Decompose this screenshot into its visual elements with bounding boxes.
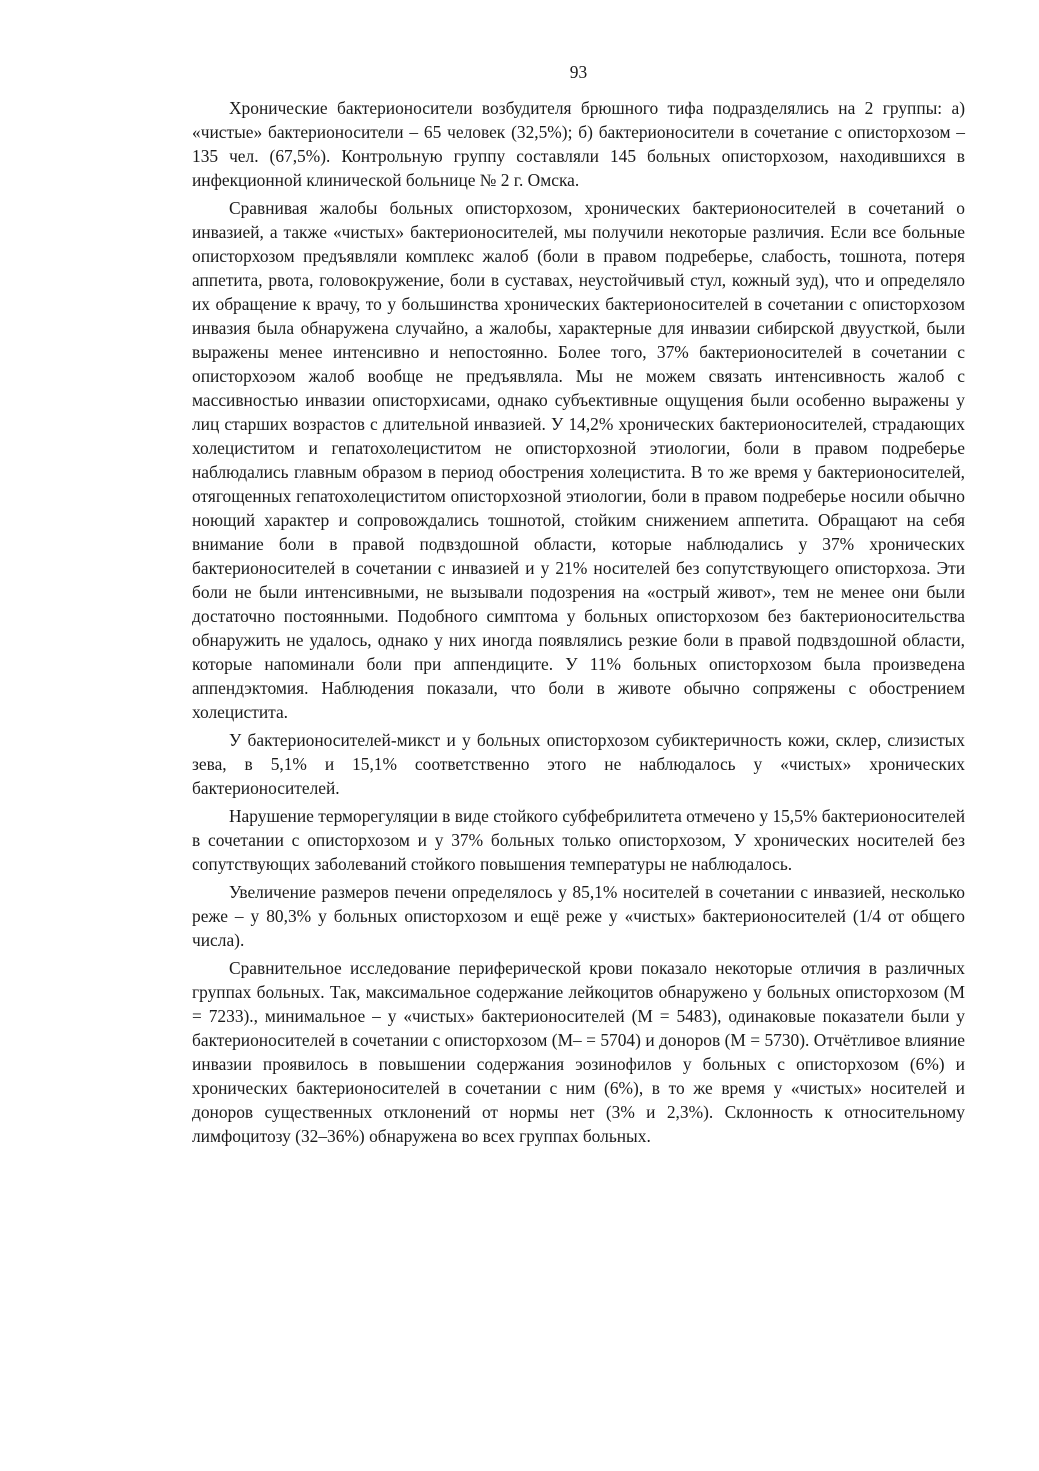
paragraph-groups: Хронические бактерионосители возбудителя брюшного тифа подразделялись на 2 группы: а) «чистые» бактерионосители – 65 человек (32,5%); б) бактерионосители в сочетание с описторхозом – 135 чел. (67,5%). Контрольную группу составляли 145 больных описторхозом, находившихся в инфекционной клинической больнице № 2 г. Омска. — [192, 98, 965, 190]
document-page — [192, 60, 965, 1152]
paragraph-subicterus: У бактерионосителей-микст и у больных описторхозом субиктеричность кожи, склер, слизистых зева, в 5,1% и 15,1% соответственно этого не наблюдалось у «чистых» хронических бактерионосителей. — [192, 730, 965, 798]
paragraph-thermoregulation: Нарушение терморегуляции в виде стойкого субфебрилитета отмечено у 15,5% бактерионосителей в сочетании с описторхозом и у 37% больных только описторхозом, У хронических носителей без сопутствующих заболеваний стойкого повышения температуры не наблюдалось. — [192, 806, 965, 874]
paragraph-liver: Увеличение размеров печени определялось у 85,1% носителей в сочетании с инвазией, несколько реже – у 80,3% у больных описторхозом и ещё реже у «чистых» бактерионосителей (1/4 от общего числа). — [192, 882, 965, 950]
paragraph-complaints: Сравнивая жалобы больных описторхозом, хронических бактерионосителей в сочетаний о инвазией, а также «чистых» бактерионосителей, мы получили некоторые различия. Если все больные описторхозом предъявляли комплекс жалоб (боли в правом подреберье, слабость, тошнота, потеря аппетита, рвота, головокружение, боли в суставах, неустойчивый стул, кожный зуд), что и определяло их обращение к врачу, то у большинства хронических бактерионосителей в сочетании с описторхозом инвазия была обнаружена случайно, а жалобы, характерные для инвазии сибирской двуусткой, были выражены менее интенсивно и непостоянно. Более того, 37% бактерионосителей в сочетании с описторхоэом жалоб вообще не предъявляла. Мы не можем связать интенсивность жалоб с массивностью инвазии описторхисами, однако субъективные ощущения были особенно выражены у лиц старших возрастов с длительной инвазией. У 14,2% хронических бактерионосителей, страдающих холециститом и гепатохолециститом не описторхозной этиологии, боли в правом подреберье наблюдались главным образом в период обострения холецистита. В то же время у бактерионосителей, отягощенных гепатохолециститом описторхозной этиологии, боли в правом подреберье носили обычно ноющий характер и сопровождались тошнотой, стойким снижением аппетита. Обращают на себя внимание боли в правой подвздошной области, которые наблюдались у 37% хронических бактерионосителей в сочетании с инвазией и у 21% носителей без сопутствующего описторхоза. Эти боли не были интенсивными, не вызывали подозрения на «острый живот», тем не менее они были достаточно постоянными. Подобного симптома у больных описторхозом без бактерионосительства обнаружить не удалось, однако у них иногда появлялись резкие боли в правой подвздошной области, которые напоминали боли при аппендиците. У 11% больных описторхозом была произведена аппендэктомия. Наблюдения показали, что боли в животе обычно сопряжены с обострением холецистита. — [192, 198, 965, 722]
page-number: 93 — [569, 62, 588, 82]
paragraph-blood: Сравнительное исследование периферической крови показало некоторые отличия в различных группах больных. Так, максимальное содержание лейкоцитов обнаружено у больных описторхозом (М = 7233)., минимальное – у «чистых» бактерионосителей (М = 5483), одинаковые показатели были у бактерионосителей в сочетании с описторхозом (М– = 5704) и доноров (М = 5730). Отчётливое влияние инвазии проявилось в повышении содержания эозинофилов у больных с описторхозом (6%) и хронических бактерионосителей в сочетании с ним (6%), в то же время у «чистых» носителей и доноров существенных отклонений от нормы нет (3% и 2,3%). Склонность к относительному лимфоцитозу (32–36%) обнаружена во всех группах больных. — [192, 958, 965, 1146]
